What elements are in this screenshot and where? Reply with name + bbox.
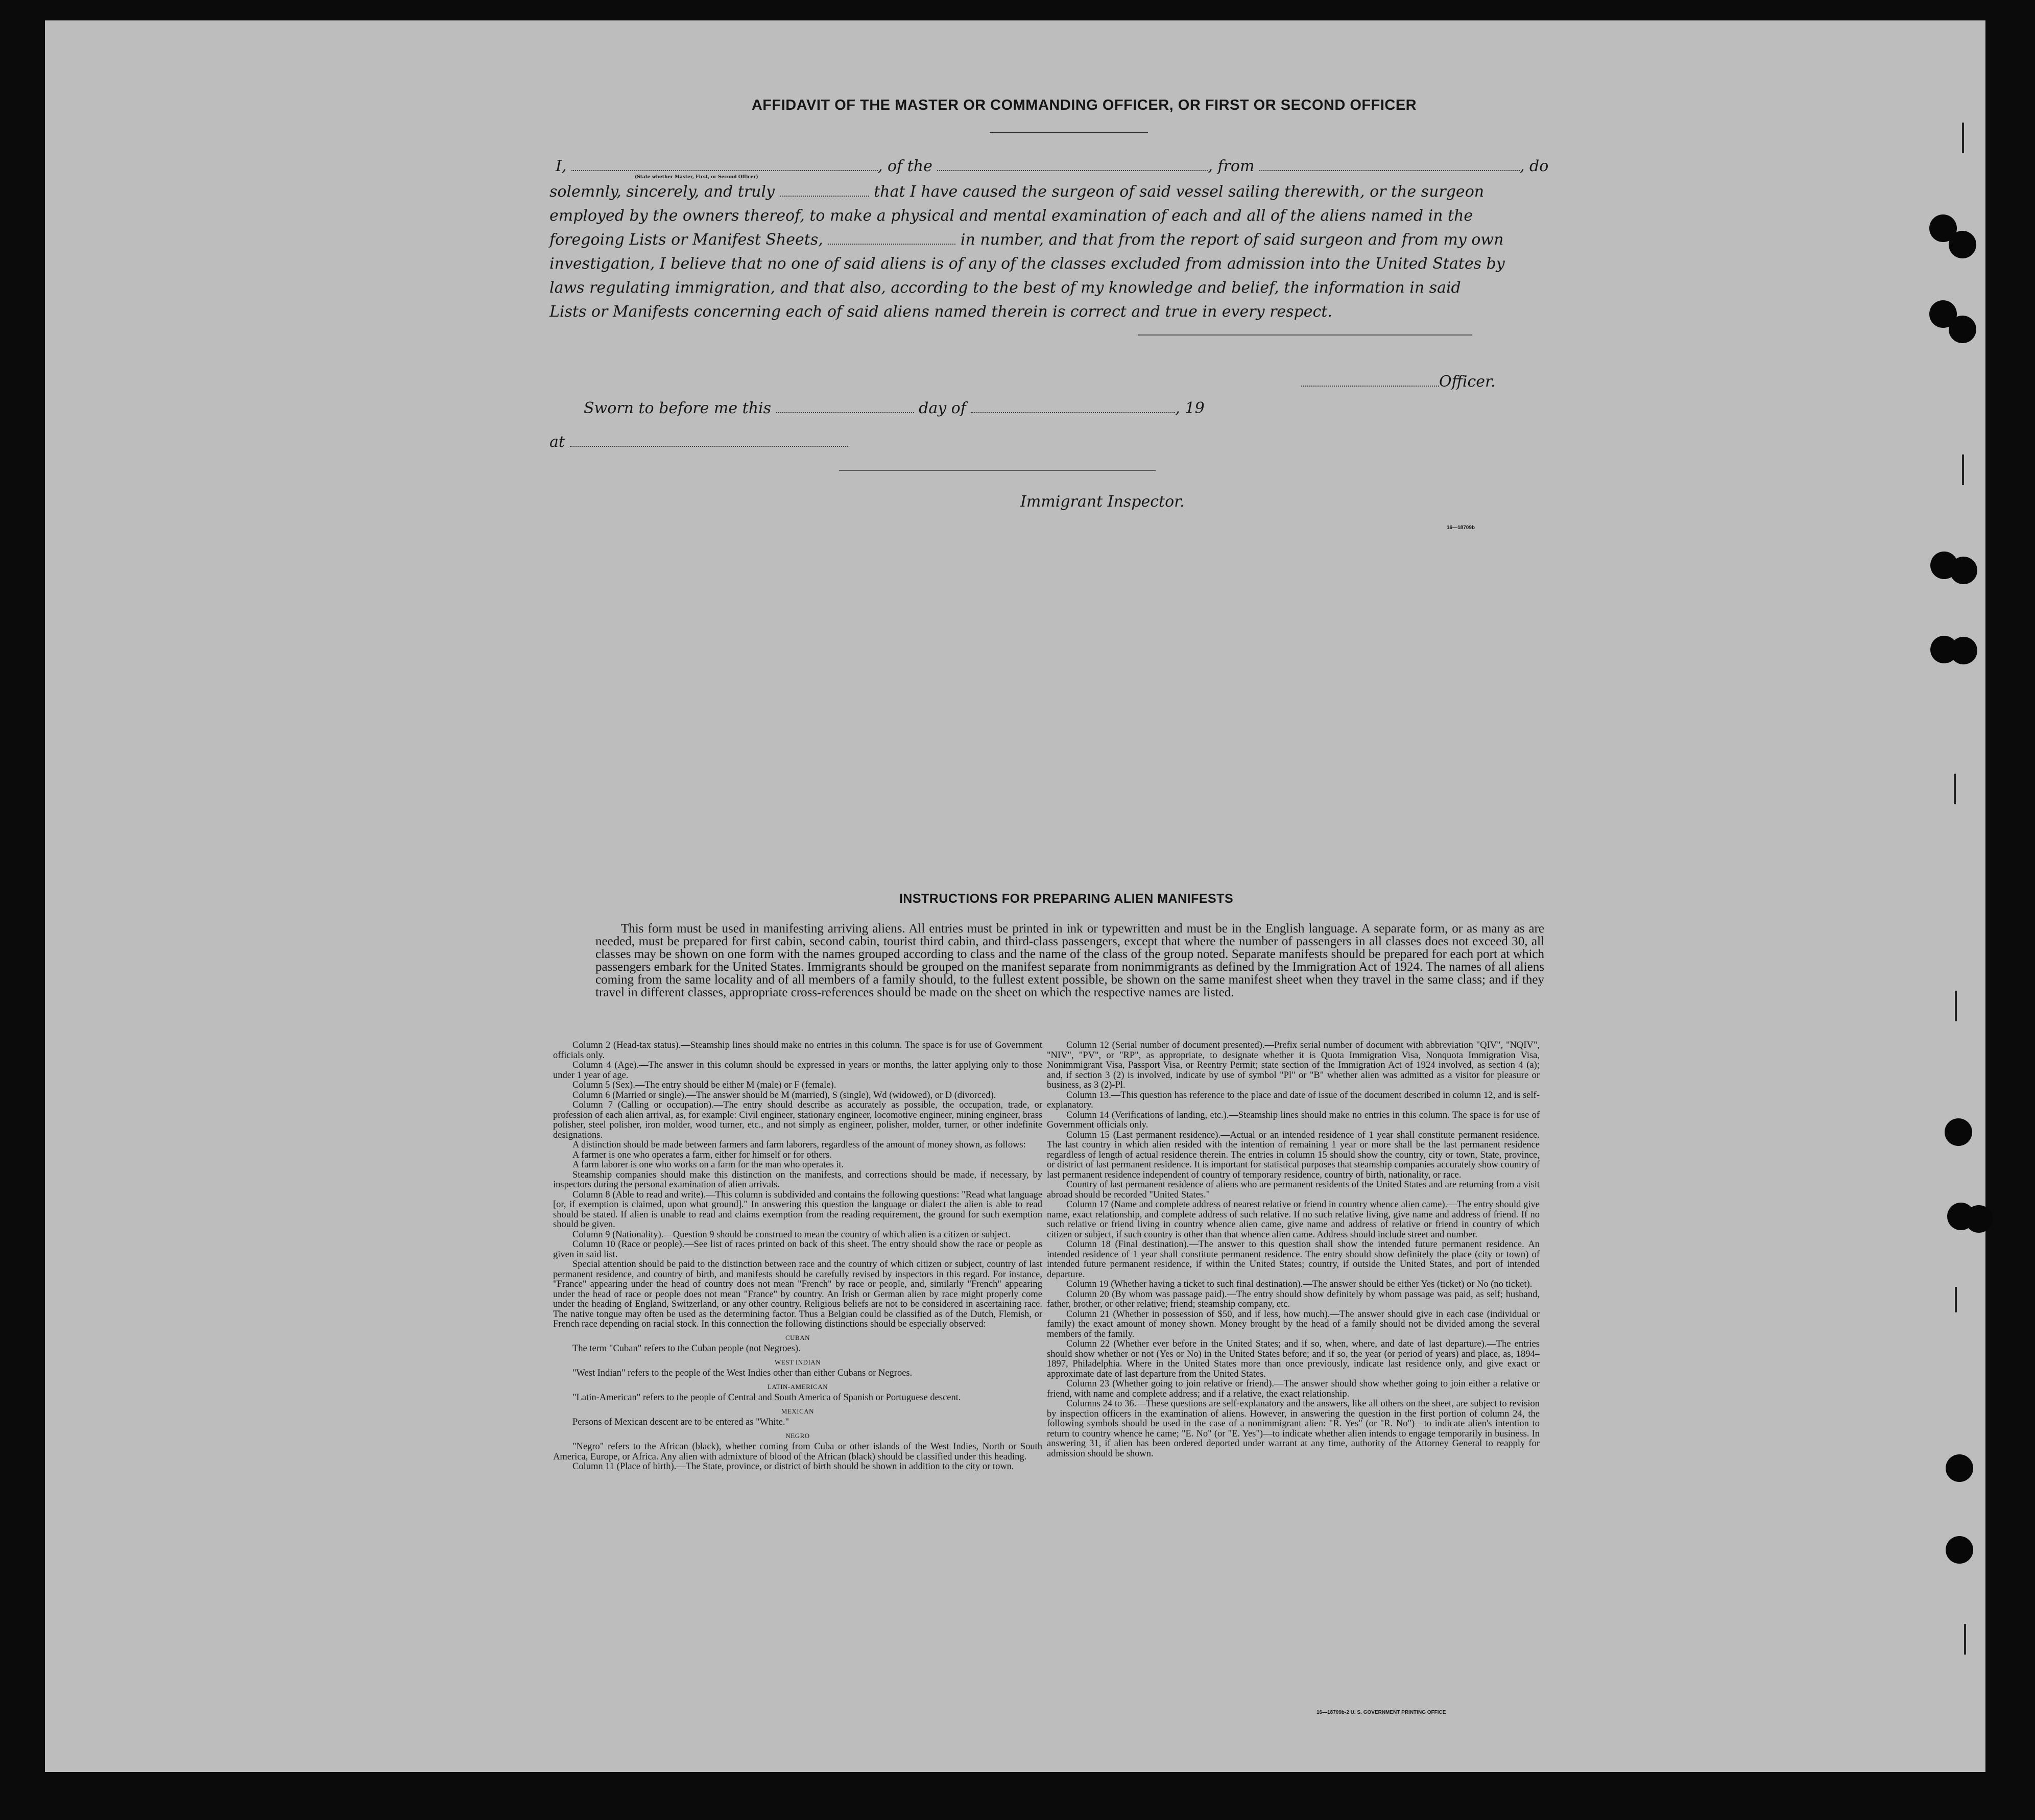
section-heading-negro: NEGRO xyxy=(785,1431,810,1440)
margin-mark xyxy=(1955,1287,1957,1312)
place-blank xyxy=(570,435,848,447)
instruction-paragraph: Column 6 (Married or single).—The answer should be M (married), S (single), Wd (widowed), or D (divorced). xyxy=(572,1090,996,1100)
affidavit-text: , from xyxy=(1208,157,1255,175)
instruction-paragraph: "Negro" refers to the African (black), whether coming from Cuba or other islands of the West Indies, North or South America, Europe, or Africa. Any alien with admixture of blood of the African (black) should be classified under this heading. xyxy=(553,1442,1042,1462)
instruction-paragraph: Persons of Mexican descent are to be entered as "White." xyxy=(572,1417,789,1427)
instruction-paragraph: Column 11 (Place of birth).—The State, province, or district of birth should be shown in addition to the city or town. xyxy=(572,1462,1014,1472)
instruction-paragraph: Column 22 (Whether ever before in the United States; and if so, when, where, and date of last departure).—The entries should show whether or not (Yes or No) in the United States before; and if so, the year (or period of years) and place, as, 1894–1897, Philadelphia. Where in the United States more than once previously, indicate last residence only, and give exact or approximate date of last departure from the United States. xyxy=(1047,1339,1540,1379)
instruction-paragraph: Column 20 (By whom was passage paid).—The entry should show definitely by whom passage was paid, as self; husband, father, brother, or other relative; friend; steamship company, etc. xyxy=(1047,1289,1540,1309)
instruction-paragraph: Column 19 (Whether having a ticket to such final destination).—The answer should be either Yes (ticket) or No (no ticket). xyxy=(1066,1279,1533,1289)
oath-blank xyxy=(780,184,869,197)
affidavit-line-1 xyxy=(556,157,1548,175)
affidavit-text: , 19 xyxy=(1175,399,1205,417)
signature-line xyxy=(1138,334,1472,336)
instruction-paragraph: Column 14 (Verifications of landing, etc.).—Steamship lines should make no entries in this column. The space is for use of Government officials only. xyxy=(1047,1110,1540,1130)
instruction-paragraph: Country of last permanent residence of aliens who are permanent residents of the United States and are returning from a visit abroad should be recorded "United States." xyxy=(1047,1180,1540,1200)
punch-hole xyxy=(1965,1205,1993,1233)
instruction-paragraph: Columns 24 to 36.—These questions are self-explanatory and the answers, like all others on the sheet, are subject to revision by inspection officers in the examination of aliens. However, in answering the question in the first portion of column 24, the following symbols should be used in the case of a nonimmigrant alien: "R. Yes" (or "R. No")—to indicate alien's intention to return to country whence he came; "E. No" (or "E. Yes")—to indicate whether alien intends to engage temporarily in business. In answering 31, if alien has been ordered deported under warrant at any time, authority of the Attorney General to reapply for admission should be shown. xyxy=(1047,1399,1540,1459)
affidavit-text: solemnly, sincerely, and truly xyxy=(549,183,775,201)
instructions-intro xyxy=(595,922,1544,999)
port-blank xyxy=(1259,159,1520,171)
instruction-paragraph: A farm laborer is one who works on a farm for the man who operates it. xyxy=(572,1160,844,1170)
form-code: 16—18709b xyxy=(1447,525,1475,531)
punch-hole xyxy=(1950,637,1977,664)
sworn-line xyxy=(584,399,1205,417)
affidavit-line-7: Lists or Manifests concerning each of said aliens named therein is correct and true in every respect. xyxy=(549,303,1332,321)
instruction-paragraph: "West Indian" refers to the people of the West Indies other than either Cubans or Negroes. xyxy=(572,1368,913,1378)
instruction-paragraph: Column 18 (Final destination).—The answer to this question shall show the intended future permanent residence. An intended residence of 1 year shall constitute permanent residence. The entry should show definitely the place (city or town) of intended future permanent residence, if within the United States; country, if outside the United States, and port of intended departure. xyxy=(1047,1239,1540,1280)
margin-mark xyxy=(1962,123,1964,153)
vessel-name-blank xyxy=(937,159,1208,171)
punch-hole xyxy=(1946,1536,1973,1564)
instruction-paragraph: Column 2 (Head-tax status).—Steamship lines should make no entries in this column. The space is for use of Government officials only. xyxy=(553,1040,1042,1061)
officer-label: Officer. xyxy=(1439,373,1496,391)
sheet-count-blank xyxy=(828,232,955,245)
affidavit-text: in number, and that from the report of said surgeon and from my own xyxy=(960,231,1504,249)
instruction-paragraph: Column 10 (Race or people).—See list of races printed on back of this sheet. The entry should show the race or people as given in said list. xyxy=(553,1239,1042,1260)
affidavit-text: I, xyxy=(556,157,567,175)
affidavit-text: foregoing Lists or Manifest Sheets, xyxy=(549,231,823,249)
section-heading-mexican: MEXICAN xyxy=(781,1407,815,1415)
affidavit-text: at xyxy=(549,433,565,451)
affidavit-line-6: laws regulating immigration, and that also, according to the best of my knowledge and belief, the information in said xyxy=(549,279,1461,297)
officer-rank-blank xyxy=(571,159,878,171)
affidavit-text: , do xyxy=(1519,157,1549,175)
sworn-month-blank xyxy=(971,401,1175,413)
instructions-left-column xyxy=(553,1041,1042,1472)
section-heading-cuban: CUBAN xyxy=(785,1333,810,1342)
instruction-paragraph: Column 4 (Age).—The answer in this column should be expressed in years or months, the latter applying only to those under 1 year of age. xyxy=(553,1060,1042,1081)
instruction-paragraph: Column 7 (Calling or occupation).—The entry should describe as accurately as possible, the occupation, trade, or profession of each alien arrival, as, for example: Civil engineer, stationary engineer, locomotive engineer, mining engineer, brass polisher, steel polisher, iron molder, wood turner, etc., and not simply as engineer, polisher, molder, turner, or other indefinite designations. xyxy=(553,1100,1042,1140)
title-rule xyxy=(990,132,1148,133)
affidavit-line-5: investigation, I believe that no one of said aliens is of any of the classes excluded from admission into the United States by xyxy=(549,255,1505,273)
instruction-paragraph: Column 12 (Serial number of document presented).—Prefix serial number of document with abbreviation "QIV", "NQIV", "NIV", "PV", or "RP", as appropriate, to designate whether it is Quota Immigration Visa, Nonquota Immigration Visa, Nonimmigrant Visa, Passport Visa, or Reentry Permit; state section of the Immigration Act of 1924 involved, as section 4 (a); and, if section 3 (2) is involved, indicate by use of symbol "Pl" or "B" whether alien was admitted as a visitor for pleasure or business, as 3 (2)-Pl. xyxy=(1047,1040,1540,1090)
at-line xyxy=(549,433,848,451)
affidavit-text: Sworn to before me this xyxy=(584,399,772,417)
inspector-signature-line xyxy=(839,470,1156,471)
instruction-paragraph: Column 5 (Sex).—The entry should be either M (male) or F (female). xyxy=(572,1080,836,1090)
instruction-paragraph: Column 13.—This question has reference to the place and date of issue of the document described in column 12, and is self-explanatory. xyxy=(1047,1090,1540,1110)
sworn-day-blank xyxy=(776,401,914,413)
instruction-paragraph: Column 15 (Last permanent residence).—Actual or an intended residence of 1 year shall constitute permanent residence. The last country in which alien resided with the intention of remaining 1 year or more shall be the last permanent residence regardless of length of actual residence therein. The entries in column 15 should show the country, city or town, State, province, or district of last permanent residence. It is important for statistical purposes that steamship companies accurately show country of last permanent residence independent of country of temporary residence, country of birth, nationality, or race. xyxy=(1047,1130,1540,1180)
affidavit-line-2 xyxy=(549,183,1484,201)
officer-blank xyxy=(1301,374,1439,387)
punch-hole xyxy=(1946,1454,1973,1482)
affidavit-line-4 xyxy=(549,231,1503,249)
affidavit-line-3: employed by the owners thereof, to make a physical and mental examination of each and all of the aliens named in the xyxy=(549,207,1473,225)
punch-hole xyxy=(1949,316,1976,343)
instruction-paragraph: A farmer is one who operates a farm, either for himself or for others. xyxy=(572,1150,832,1160)
instruction-paragraph: Column 9 (Nationality).—Question 9 should be construed to mean the country of which alien is a citizen or subject. xyxy=(572,1229,1011,1240)
margin-mark xyxy=(1962,454,1964,485)
punch-hole xyxy=(1945,1118,1972,1146)
margin-mark xyxy=(1954,774,1956,804)
affidavit-text: that I have caused the surgeon of said vessel sailing therewith, or the surgeon xyxy=(874,183,1485,201)
affidavit-text: day of xyxy=(919,399,966,417)
instructions-title: INSTRUCTIONS FOR PREPARING ALIEN MANIFESTS xyxy=(899,892,1234,906)
intro-text: This form must be used in manifesting arriving aliens. All entries must be printed in ink or typewritten and must be in the English language. A separate form, or as many as are needed, must be prepared for first cabin, second cabin, tourist third cabin, and third-class passengers, except that where the number of passengers in all classes does not exceed 30, all classes may be shown on one form with the names grouped according to class and the name of the class of the group noted. Separate manifests should be prepared for each port at which passengers embark for the United States. Immigrants should be grouped on the manifest separate from nonimmigrants as defined by the Immigration Act of 1924. The names of all aliens coming from the same locality and of all members of a family should, to the fullest extent possible, be shown on the same manifest sheet when they travel in the same class; and if they travel in different classes, appropriate cross-references should be made on the sheet on which the respective names are listed. xyxy=(595,922,1544,999)
officer-signature xyxy=(1301,373,1496,391)
instructions-right-column xyxy=(1047,1041,1540,1459)
section-heading-latin-american: LATIN-AMERICAN xyxy=(767,1382,828,1391)
instruction-paragraph: Column 17 (Name and complete address of nearest relative or friend in country whence alien came).—The entry should give name, exact relationship, and complete address of such relative. If no such relative living, give name and address of friend. If no such relative or friend living in country whence alien came, give name and address of relative or friend in country of which citizen or subject, if such country is other than that whence alien came. Address should include street and number. xyxy=(1047,1200,1540,1240)
officer-rank-note: (State whether Master, First, or Second Officer) xyxy=(635,175,758,180)
instruction-paragraph: Steamship companies should make this distinction on the manifests, and corrections should be made, if necessary, by inspectors during the personal examination of alien arrivals. xyxy=(553,1169,1042,1190)
affidavit-text: , of the xyxy=(877,157,932,175)
instruction-paragraph: Column 8 (Able to read and write).—This column is subdivided and contains the following questions: "Read what language [or, if exemption is claimed, upon what ground]." In answering this question the language or dialect the alien is able to read should be stated. If alien is unable to read and claims exemption from the reading requirement, the ground for such exemption should be given. xyxy=(553,1189,1042,1230)
instruction-paragraph: Column 23 (Whether going to join relative or friend).—The answer should show whether going to join either a relative or friend, with name and complete address; and if a relative, the exact relationship. xyxy=(1047,1379,1540,1399)
manifest-page xyxy=(45,20,1985,1772)
instruction-paragraph: The term "Cuban" refers to the Cuban people (not Negroes). xyxy=(572,1344,801,1354)
margin-mark xyxy=(1964,1624,1966,1655)
margin-mark xyxy=(1955,991,1957,1021)
instruction-paragraph: "Latin-American" refers to the people of Central and South America of Spanish or Portuguese descent. xyxy=(572,1393,961,1403)
printing-office-code: 16—18709b-2 U. S. GOVERNMENT PRINTING OFFICE xyxy=(1316,1710,1446,1715)
instruction-paragraph: A distinction should be made between farmers and farm laborers, regardless of the amount of money shown, as follows: xyxy=(572,1140,1026,1150)
inspector-label: Immigrant Inspector. xyxy=(1020,493,1185,511)
punch-hole xyxy=(1950,557,1977,584)
instruction-paragraph: Column 21 (Whether in possession of $50, and if less, how much).—The answer should give in each case (individual or family) the exact amount of money shown. Money brought by the head of a family should not be divided among the several members of the family. xyxy=(1047,1309,1540,1339)
affidavit-title: AFFIDAVIT OF THE MASTER OR COMMANDING OFFICER, OR FIRST OR SECOND OFFICER xyxy=(751,97,1417,113)
section-heading-west-indian: WEST INDIAN xyxy=(774,1358,821,1366)
instruction-paragraph: Special attention should be paid to the distinction between race and the country of which citizen or subject, country of last permanent residence, and country of birth, and manifests should be carefully revised by inspectors in this regard. For instance, "France" appearing under the head of country does not mean "French" by race or people, and, similarly "French" appearing under the head of race or people does not mean "France" by country. An Irish or German alien by race might properly come under the heading of England, Switzerland, or any other country. Religious beliefs are not to be considered in ascertaining race. The native tongue may often be used as the determining factor. Thus a Belgian could be classified as of the Dutch, Flemish, or French race depending on racial stock. In this connection the following distinctions should be especially observed: xyxy=(553,1259,1042,1329)
punch-hole xyxy=(1949,231,1976,258)
